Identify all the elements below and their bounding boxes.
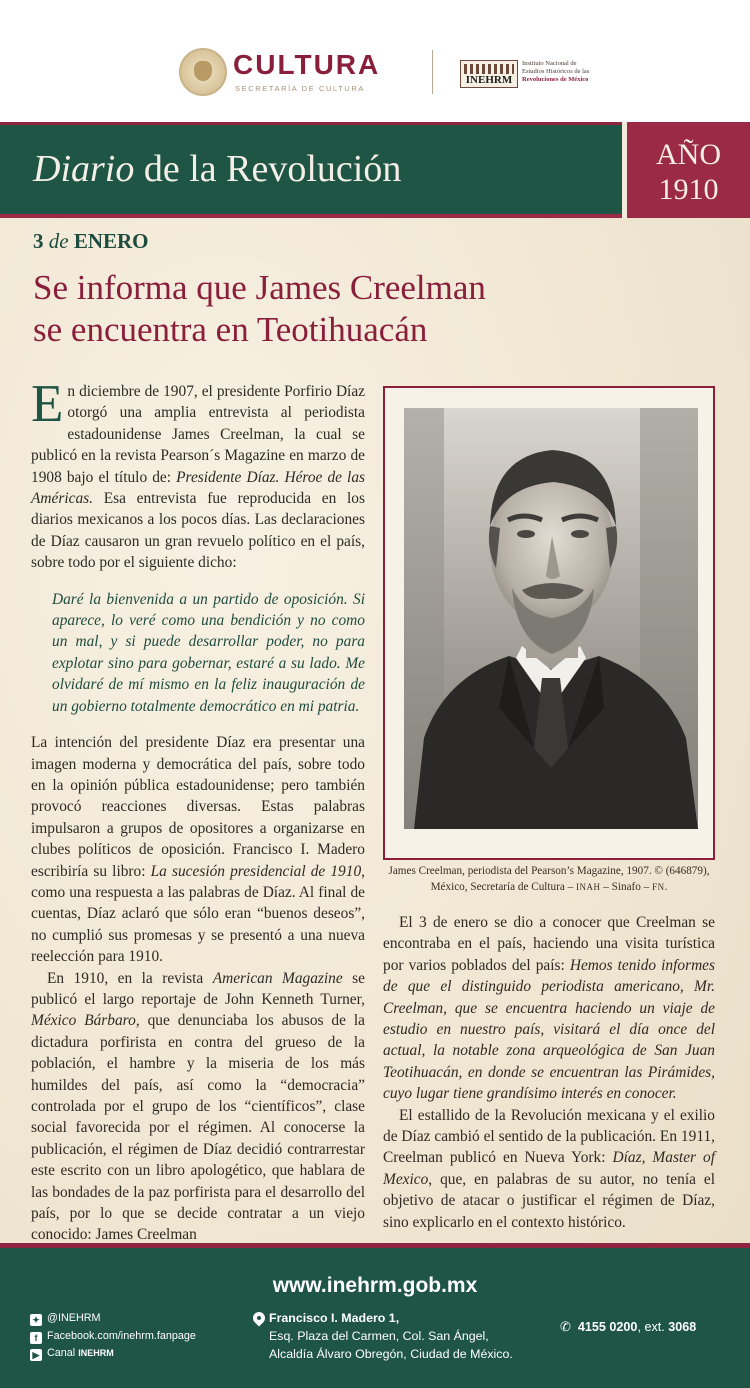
facebook-link[interactable] <box>30 1328 196 1346</box>
paragraph-text: , que, en palabras de su autor, no tenía el objetivo de atacar o justificar el régimen de Díaz, sino explicarlo en el contexto histórico. <box>383 1170 715 1231</box>
publication-title-italic: Diario <box>33 148 135 190</box>
headline-line: se encuentra en Teotihuacán <box>33 310 428 349</box>
photo-frame <box>383 386 715 860</box>
paragraph-1 <box>31 375 366 574</box>
location-pin-icon <box>251 1310 268 1327</box>
left-column <box>31 375 366 1246</box>
inehrm-name-line: Estudios Históricos de las <box>522 68 590 75</box>
paragraph-text: El estallido de la Revolución mexicana y el exilio de Díaz cambió el sentido de la publicación. En 1911, Creelman publicó en Nueva York: <box>383 1106 715 1167</box>
paragraph-text: En 1910, en la revista <box>47 969 213 987</box>
newspaper-quote: Hemos tenido informes de que el distinguido periodista americano, Mr. Creelman, que se encuentra haciendo un viaje de estudio en nuestro país, visitará el día once del actual, la notable zona arqueológica de San Juan Teotihuacán, en donde se encuentran las Pirámides, cuyo lugar tiene grandísimo interés en conocer. <box>383 956 716 1103</box>
paragraph-text: La intención del presidente Díaz era presentar una imagen moderna y democrática del país, sobre todo en la opinión pública estadounidense; pero también provocó reacciones diversas. Estas palabras impulsaron a grupos de opositores a organizarse en clubes políticos de oposición. Francisco I. Madero escribiría su libro: <box>31 734 365 880</box>
date-day: 3 <box>33 229 44 253</box>
publication-title-rest: de la Revolución <box>134 148 402 190</box>
interview-title: Presidente Díaz. Héroe de las Américas. <box>31 468 366 508</box>
logo-divider <box>432 50 433 94</box>
caption-text: James Creelman, periodista del Pearson’s Magazine, 1907. © (646879), México, Secretaría de Cultura – <box>388 865 710 893</box>
youtube-prefix: Canal <box>47 1347 76 1359</box>
diaz-quote: Daré la bienvenida a un partido de oposición. Si aparece, lo veré como una bendición y no como un mal, y si puede desarrollar poder, no para explotar sino para gobernar, estaré a su lado. Me olvidaré de mí mismo en la feliz inauguración de un gobierno totalmente democrático en mi patria. <box>52 590 365 715</box>
headline-line: Se informa que James Creelman <box>33 268 486 307</box>
caption-text: – Sinafo – <box>600 881 653 893</box>
address-line: Alcaldía Álvaro Obregón, Ciudad de México. <box>269 1347 513 1361</box>
address-line: Francisco I. Madero 1, <box>269 1311 400 1325</box>
paragraph-2 <box>31 732 365 967</box>
facebook-icon: f <box>30 1332 42 1344</box>
phone-ext-label: , ext. <box>637 1320 665 1334</box>
year-value: 1910 <box>658 173 719 206</box>
right-column <box>383 912 715 1233</box>
twitter-handle: @INEHRM <box>47 1312 101 1324</box>
address <box>269 1309 513 1363</box>
photo-caption <box>384 863 714 895</box>
building-icon <box>464 64 514 74</box>
caption-fn: FN <box>652 882 665 892</box>
facebook-url: Facebook.com/inehrm.fanpage <box>47 1329 196 1342</box>
inehrm-name-line: Instituto Nacional de <box>522 60 577 67</box>
creelman-portrait[interactable] <box>404 408 698 829</box>
magazine-title: American Magazine <box>212 969 343 987</box>
twitter-icon: ✦ <box>30 1314 42 1326</box>
footer <box>0 1243 750 1388</box>
inehrm-full-name <box>522 60 612 84</box>
date-de: de <box>48 229 69 253</box>
book-title: México Bárbaro <box>31 1012 136 1030</box>
cultura-logo-subtitle: SECRETARÍA DE CULTURA <box>235 84 366 93</box>
inehrm-logo-text: INEHRM <box>465 74 513 86</box>
book-title: La sucesión presidencial de 1910 <box>150 862 362 880</box>
paragraph-text: Esa entrevista fue reproducida en los diarios mexicanos a los pocos días. Las declaraciones de Díaz causaron un gran revuelo político en el país, sobre todo por el siguiente dicho: <box>31 490 365 572</box>
article-date <box>33 229 149 254</box>
phone-number: 4155 0200 <box>577 1320 638 1334</box>
year-box <box>622 122 750 218</box>
phone-extension: 3068 <box>668 1320 697 1334</box>
caption-inah: INAH <box>575 882 601 892</box>
inehrm-logo[interactable] <box>460 60 518 88</box>
inehrm-name-line: Revoluciones de México <box>522 76 589 83</box>
article-headline <box>33 267 593 351</box>
book-title: Díaz, Master of Mexico <box>383 1149 715 1188</box>
emblem-icon <box>179 48 227 96</box>
youtube-link[interactable] <box>30 1345 196 1363</box>
paragraph-text: El 3 de enero se dio a conocer que Creelman se encontraba en el país, haciendo una visita turística por varios poblados del país: <box>383 914 715 974</box>
paragraph-text: n diciembre de 1907, el presidente Porfirio Díaz otorgó una amplia entrevista al periodista estadounidense James Creelman, la cual se publicó en la revista Pearson´s Magazine en marzo de 1908 bajo el título de: <box>31 383 365 486</box>
logo-header <box>0 0 750 122</box>
caption-text: . <box>664 881 668 893</box>
paragraph-3 <box>31 968 365 1246</box>
phone-icon: ✆ <box>560 1319 571 1334</box>
phone-contact[interactable] <box>560 1319 696 1335</box>
paragraph-text: , como una respuesta a las palabras de Díaz. Al final de cuentas, Díaz aclaró que sólo eran “buenos deseos”, no cumplió sus promesas y se presentó a una nueva reelección para 1910. <box>31 862 366 966</box>
paragraph-4 <box>383 912 715 1105</box>
publication-title <box>33 147 401 191</box>
cultura-logo[interactable]: CULTURA <box>233 49 381 80</box>
twitter-link[interactable] <box>30 1310 196 1328</box>
year-label: AÑO <box>656 138 721 171</box>
paragraph-5 <box>383 1105 715 1233</box>
paragraph-text: se publicó el largo reportaje de John Kenneth Turner, <box>31 969 365 1008</box>
paragraph-text: , que denunciaba los abusos de la dictadura porfirista en contra del grueso de la población, el hambre y la miseria de los más humildes del país, así como la “democracia” controlada por el grupo de los “científicos”, clase social favorecida por el régimen. Al conocerse la publicación, el régimen de Díaz decidió contrarrestar este escrito con un libro apologético, que hablara de las bondades de la paz porfirista para el desarrollo del país, por lo que se decide contratar a un viejo conocido: James Creelman <box>31 1012 365 1244</box>
youtube-icon: ▶ <box>30 1349 42 1361</box>
address-line: Esq. Plaza del Carmen, Col. San Ángel, <box>269 1329 489 1343</box>
website-link[interactable]: www.inehrm.gob.mx <box>272 1274 478 1297</box>
social-links <box>30 1310 196 1363</box>
date-month: ENERO <box>73 229 149 253</box>
youtube-channel: INEHRM <box>78 1348 114 1358</box>
portrait-illustration <box>404 408 698 829</box>
drop-cap: E <box>31 375 64 433</box>
